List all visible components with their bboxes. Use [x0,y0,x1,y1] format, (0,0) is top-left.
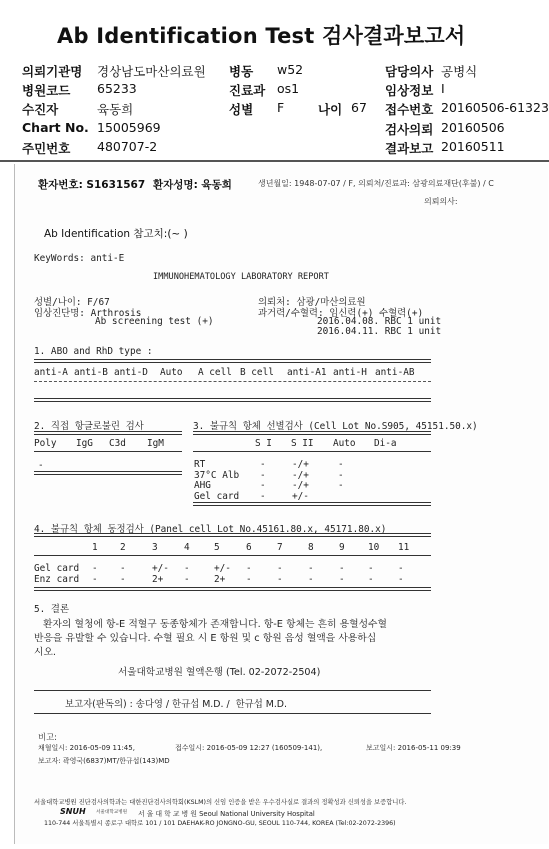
screening-cell: - [338,480,344,491]
lab-report-title: IMMUNOHEMATOLOGY LABORATORY REPORT [153,272,329,282]
panel-cell: - [184,573,190,585]
panel-cell: - [368,563,374,574]
panel-cell: - [398,573,404,585]
report-title: Ab Identification Test 검사결과보고서 [57,24,466,48]
doctor-value: 공병식 [441,64,478,79]
screening-cell: - [338,459,344,470]
abo-column-header: anti-A [34,367,68,378]
dat-column-header: C3d [109,438,126,449]
panel-cell: - [398,563,404,574]
hospital-code-value: 65233 [97,81,137,96]
diagnosis: 임상진단명: Arthrosis [34,308,142,319]
panel-column-number: 4 [184,542,190,553]
panel-column-number: 9 [339,542,345,553]
section-3-title: 3. 불규칙 항체 선별검사 (Cell Lot No.S905, 45151.50.x) [193,421,478,432]
request-date-value: 20160506 [441,120,505,135]
clinical-info-label: 임상정보 [385,83,434,98]
patient-name: 환자성명: 육동희 [153,179,232,191]
keywords: KeyWords: anti-E [34,253,125,264]
panel-column-number: 5 [214,542,220,553]
screening-cell: - [260,490,266,502]
clinical-info-value: I [441,81,445,96]
recipient-value: 육동희 [97,102,134,117]
panel-cell: - [120,563,126,574]
reporters: 보고자(판독의) : 송다영 / 한규섭 M.D. / 한규섭 M.D. [65,699,287,710]
panel-cell: - [92,563,98,574]
section-5-title: 5. 결론 [34,604,70,615]
ward-label: 병동 [229,64,254,79]
receipt-no-label: 접수번호 [385,102,434,117]
screening-column-header: Auto [333,438,356,449]
panel-cell: - [308,563,314,574]
age-label: 나이 [318,102,343,117]
department-label: 진료과 [229,83,266,98]
panel-cell: - [277,563,283,574]
screening-row-label: 37°C Alb [194,469,240,481]
screening-cell: - [260,459,266,470]
snuh-logo-sub: 서울대학교병원 [96,810,128,815]
screening-column-header: Di-a [374,438,397,449]
screening-cell: -/+ [292,469,309,481]
screening-row-label: Gel card [194,490,240,502]
chart-no-value: 15005969 [97,120,161,135]
accreditation-note: 서울대학교병원 진단검사의학과는 대한진단검사의학회(KSLM)의 신임 인증을 받은 우수검사실로 결과의 정확성과 신뢰성을 보증합니다. [34,799,407,806]
abo-column-header: anti-D [114,367,148,378]
request-date-label: 검사의뢰 [385,122,434,137]
transfusion-1: 2016.04.08. RBC 1 unit [317,316,442,327]
screening-cell: - [260,469,266,481]
note-label: 비고: [38,732,58,742]
patient-meta: 생년월일: 1948-07-07 / F, 의뢰처/진료과: 삼광의료재단(후불) / C [258,179,494,188]
abo-column-header: anti-B [74,367,108,378]
hospital-code-label: 병원코드 [22,83,71,98]
patient-number: 환자번호: S1631567 [38,179,146,191]
abo-column-header: A cell [198,367,232,378]
dat-column-header: IgG [76,438,93,449]
dat-column-header: IgM [147,438,164,449]
history: 과거력/수혈력: 임신력(+) 수혈력(+) [258,308,424,319]
received-time: 접수일시: 2016-05-09 12:27 (160509-141), [175,744,323,752]
screening-cell: -/+ [292,459,309,470]
hospital-address: 110-744 서울특별시 종로구 대학로 101 / 101 DAEHAK-RO JONGNO-GU, SEOUL 110-744, KOREA (Tel:02-2072-2396) [44,820,396,827]
panel-cell: - [308,573,314,585]
panel-column-number: 10 [368,542,380,553]
panel-cell: - [339,573,345,585]
hospital-name: 서 울 대 학 교 병 원 Seoul National University Hospital [138,810,315,818]
institution-label: 의뢰기관명 [22,64,83,79]
abo-column-header: anti-H [333,367,367,378]
section-4-title: 4. 불규칙 항체 동정검사 (Panel cell Lot No.45161.80.x, 45171.80.x) [34,524,387,535]
panel-cell: - [246,563,252,574]
panel-row-label: Enz card [34,573,80,585]
ward-value: w52 [277,62,304,77]
sex-age: 성별/나이: F/67 [34,297,110,308]
screening-cell: +/- [292,490,309,502]
panel-column-number: 6 [246,542,252,553]
doctor-label: 담당의사 [385,64,434,79]
header-divider [0,160,549,162]
panel-column-number: 11 [398,542,410,553]
reference-title: Ab Identification 참고치:(~ ) [44,228,188,240]
panel-column-number: 3 [152,542,158,553]
chart-no-label: Chart No. [22,120,89,135]
panel-cell: - [368,573,374,585]
receipt-no-value: 20160506-61323 [441,100,549,115]
conclusion-line-1: 환자의 혈청에 항-E 적혈구 동종항체가 존재합니다. 항-E 항체는 흔히 용혈성수혈 [43,619,387,630]
abo-column-header: B cell [240,367,274,378]
panel-column-number: 8 [308,542,314,553]
report-date-label: 결과보고 [385,141,434,156]
screening-column-header: S II [291,438,314,449]
screening-cell: - [338,469,344,481]
reported-time: 보고일시: 2016-05-11 09:39 [366,744,461,752]
screening-row-label: AHG [194,480,211,491]
panel-cell: - [92,573,98,585]
panel-column-number: 7 [277,542,283,553]
report-date-value: 20160511 [441,139,505,154]
abo-column-header: Auto [160,367,183,378]
screening-row-label: RT [194,459,206,470]
resident-no-value: 480707-2 [97,139,158,154]
institution-value: 경상남도마산의료원 [97,64,206,79]
snuh-logo: SNUH [60,807,86,816]
transfusion-2: 2016.04.11. RBC 1 unit [317,326,442,337]
conclusion-line-2: 반응을 유발할 수 있습니다. 수혈 필요 시 E 항원 및 c 항원 음성 혈액을 사용하십 [34,633,377,644]
sex-value: F [277,100,285,115]
screening-cell: - [260,480,266,491]
abo-column-header: anti-AB [375,367,415,378]
screening-cell: -/+ [292,480,309,491]
panel-cell: 2+ [214,573,226,585]
panel-column-number: 1 [92,542,98,553]
reporter-line: 보고자: 곽영국(6837)MT/한규섭(143)MD [38,757,170,765]
panel-cell: - [184,563,190,574]
sex-label: 성별 [229,102,254,117]
section-1-title: 1. ABO and RhD type : [34,346,153,357]
conclusion-line-3: 시오. [34,647,57,658]
panel-row-label: Gel card [34,563,80,574]
collected-time: 채혈일시: 2016-05-09 11:45, [38,744,135,752]
panel-cell: +/- [152,563,169,574]
panel-cell: - [120,573,126,585]
panel-cell: +/- [214,563,231,574]
resident-no-label: 주민번호 [22,141,71,156]
abo-column-header: anti-A1 [287,367,327,378]
diagnosis-detail: Ab screening test (+) [95,316,214,327]
blood-bank-contact: 서울대학교병원 혈액은행 (Tel. 02-2072-2504) [118,667,321,678]
panel-column-number: 2 [120,542,126,553]
requesting-doctor: 의뢰의사: [424,197,458,206]
dat-result: - [38,460,44,471]
screening-column-header: S I [255,438,272,449]
age-value: 67 [351,100,367,115]
panel-cell: - [339,563,345,574]
panel-cell: 2+ [152,573,164,585]
panel-cell: - [277,573,283,585]
section-2-title: 2. 직접 항글로불린 검사 [34,421,144,432]
dat-column-header: Poly [34,438,57,449]
department-value: os1 [277,81,300,96]
panel-cell: - [246,573,252,585]
recipient-label: 수진자 [22,102,59,117]
referral: 의뢰처: 삼광/마산의료원 [258,297,366,308]
